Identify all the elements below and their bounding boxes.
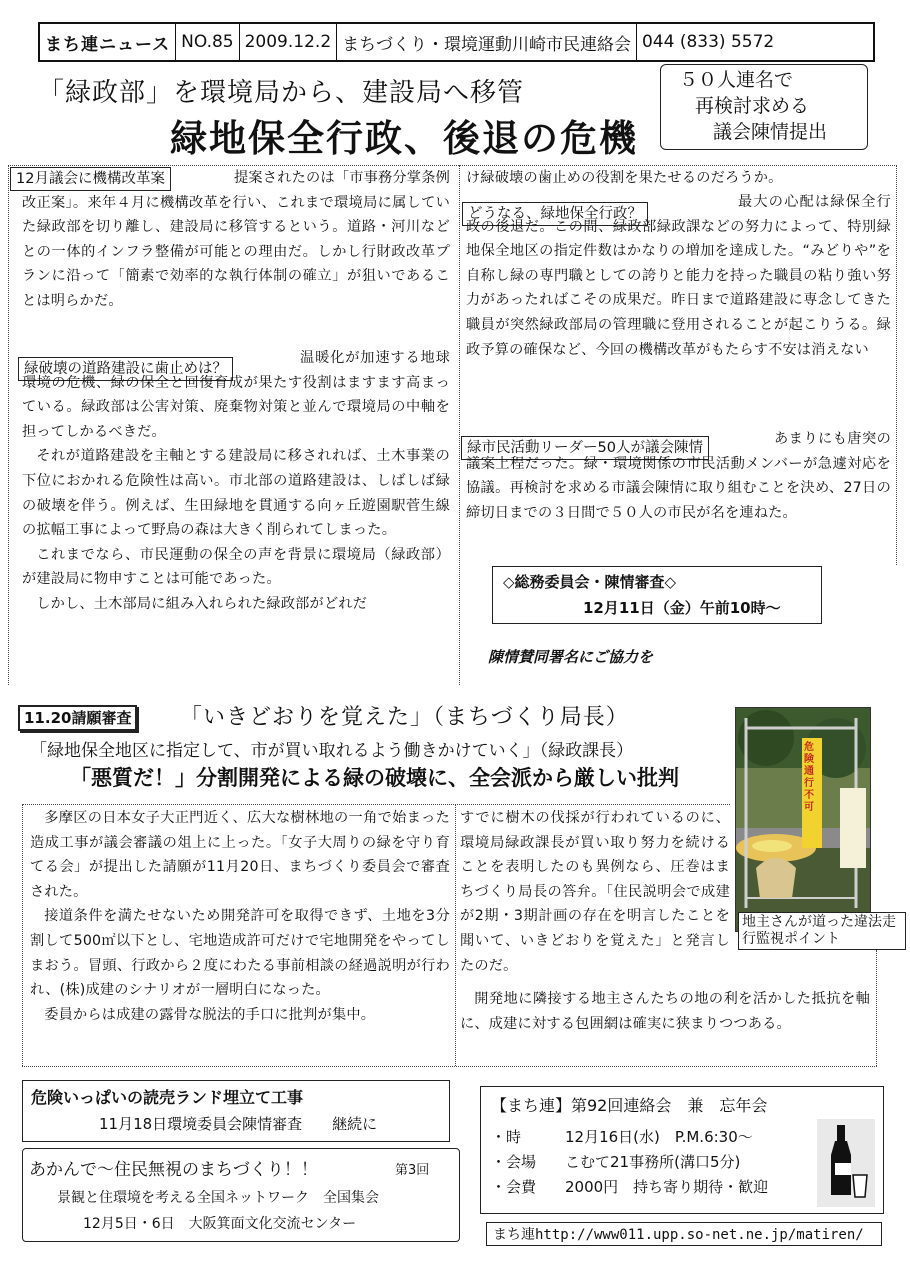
section1-left-border — [8, 165, 9, 685]
paragraph: 最大の心配は緑保全行政の後退だ。この間、緑政部緑政課などの努力によって、特別緑地保全地区の指定件数はかなりの増加を達成した。“みどりや”を自称し緑の専門職としての誇りと能力を持った職員の粘り強い努力があったればこその成果だ。昨日まで道路建設に専念してきた職員が突然緑政部局の管理職に登用されることが起こりうる。緑政予算の確保など、今回の機構改革がもたらす不安は消えない — [466, 194, 891, 358]
section2-headline: 「悪質だ！」分割開発による緑の破壊に、全会派から厳しい批判 — [70, 766, 679, 790]
meeting-row-key: ・時 — [491, 1128, 522, 1146]
callout-box — [660, 64, 868, 150]
site-photo-image — [736, 708, 870, 931]
national-meeting-line1: 景観と住環境を考える全国ネットワーク 全国集会 — [57, 1190, 379, 1206]
meeting-row-key: ・会場 — [491, 1153, 537, 1171]
meeting-row — [491, 1125, 768, 1150]
section-label-road: 緑破壊の道路建設に歯止めは？ — [18, 357, 233, 381]
website-url[interactable]: まち連http://www011.upp.so-net.ne.jp/matiren/ — [486, 1222, 882, 1246]
section1-col2-body2 — [466, 427, 891, 525]
section2-col2 — [460, 806, 730, 978]
section1-col1-top — [22, 166, 450, 314]
paragraph: け緑破壊の歯止めの役割を果たせるのだろうか。 — [466, 170, 783, 186]
yomiuri-box-body: 11月18日環境委員会陳情審査 継続に — [99, 1115, 378, 1133]
masthead — [38, 22, 875, 62]
section2-top-border — [22, 804, 730, 805]
headline-main: 緑地保全行政、後退の危機 — [170, 116, 638, 160]
meeting-row — [491, 1150, 768, 1175]
organization-name: まちづくり・環境運動川崎市民連絡会 — [337, 24, 637, 60]
section-label-leaders: 緑市民活動リーダー50人が議会陳情 — [461, 436, 709, 460]
photo-sign-text: 危険通行不可 — [804, 742, 814, 813]
section2-right-border — [876, 950, 877, 1066]
section-label-reform: 12月議会に機構改革案 — [10, 167, 171, 191]
section2-bottom-border — [22, 1066, 877, 1067]
section2-left-border — [22, 804, 23, 1066]
section1-col1-mid — [22, 346, 450, 617]
section2-column-divider — [455, 804, 456, 1066]
petition-hearing-datetime: 12月11日（金）午前10時～ — [583, 599, 781, 617]
meeting-row-value: 2000円 持ち寄り期待・歓迎 — [565, 1178, 769, 1196]
paragraph: あまりにも唐突の議案上程だった。緑・環境関係の市民活動メンバーが急遽対応を協議。再検討を求める市議会陳情に取り組むことを決め、27日の締切日までの３日間で５０人の市民が名を連ねた。 — [466, 431, 891, 521]
meeting-row-key: ・会費 — [491, 1178, 537, 1196]
headline-sub: 「緑政部」を環境局から、建設局へ移管 — [38, 78, 525, 108]
section2-tag: 11.20請願審査 — [18, 705, 137, 731]
signature-request: 陳情賛同署名にご協力を — [488, 648, 654, 666]
issue-number: NO.85 — [176, 24, 239, 60]
paragraph: 多摩区の日本女子大正門近く、広大な樹林地の一角で始まった造成工事が議会審議の俎上に上った。「女子大周りの緑を守り育てる会」が提出した請願が11月20日、まちづくり委員会で審査された。 — [30, 810, 450, 900]
phone-number: 044 (833) 5572 — [641, 32, 775, 52]
regular-meeting-title: 【まち連】第92回連絡会 兼 忘年会 — [491, 1096, 768, 1115]
callout-line: 再検討求める — [695, 95, 810, 117]
paragraph: 接道条件を満たせないため開発許可を取得できず、土地を3分割して500㎡以下とし、宅地造成許可だけで宅地開発をやってしまおう。冒頭、行政から２度にわたる事前相談の経過説明が行われ、(株)成建のシナリオが一層明白になった。 — [30, 908, 450, 999]
section1-right-border — [896, 165, 897, 565]
callout-line: ５０人連名で — [679, 69, 794, 91]
paragraph: これまでなら、市民運動の保全の声を背景に環境局（緑政部）が建設局に物申すことは可能であった。 — [22, 546, 450, 588]
paragraph: 提案されたのは「市事務分掌条例改正案」。来年４月に機構改革を行い、これまで環境局に属していた緑政部を切り離し、建設局に移管するという。道路・河川などとの一体的インフラ整備が可能との理由だ。しかし行財政改革プランに沿って「簡素で効率的な執行体制の確立」が狙いであることは明らかだ。 — [22, 170, 450, 309]
section1-column-divider — [459, 165, 460, 685]
issue-date: 2009.12.2 — [240, 24, 338, 60]
regular-meeting-details — [491, 1125, 768, 1200]
section1-col2-body — [466, 190, 891, 362]
national-meeting-title: あかんで～住民無視のまちづくり！！ — [29, 1160, 318, 1180]
section2-title: 「いきどおりを覚えた」（まちづくり局長） — [180, 705, 629, 730]
yomiuri-landfill-box — [22, 1080, 450, 1142]
paragraph: 開発地に隣接する地主さんたちの地の利を活かした抵抗を軸に、成建に対する包囲網は確実に狭まりつつある。 — [460, 991, 870, 1032]
section2-col2-continued — [460, 987, 870, 1036]
yomiuri-box-title: 危険いっぱいの読売ランド埋立て工事 — [31, 1088, 304, 1107]
meeting-row — [491, 1175, 768, 1200]
petition-hearing-title: ◇総務委員会・陳情審査◇ — [503, 573, 677, 591]
meeting-row-value: 12月16日(水) P.M.6:30～ — [565, 1128, 753, 1146]
beer-bottle-icon — [817, 1119, 875, 1207]
section2-subtitle: 「緑地保全地区に指定して、市が買い取れるよう働きかけていく」（緑政課長） — [30, 741, 634, 761]
callout-line: 議会陳情提出 — [713, 121, 828, 143]
meeting-row-value: こむて21事務所(溝口5分) — [565, 1153, 741, 1171]
national-meeting-count: 第3回 — [395, 1163, 430, 1178]
petition-hearing-box — [492, 566, 822, 624]
paragraph: 委員からは成建の露骨な脱法的手口に批判が集中。 — [44, 1006, 376, 1023]
national-meeting-box — [22, 1148, 460, 1242]
paragraph: すでに樹木の伐採が行われているのに、環境局緑政課長が買い取り努力を続けることを表明したのも異例なら、圧巻はまちづくり局長の答弁。「住民説明会で成建が2期・3期計画の存在を明言したことを聞いて、いきどおりを覚えた」と発言したのだ。 — [460, 810, 730, 974]
paragraph: 温暖化が加速する地球環境の危機、緑の保全と回復育成が果たす役割はますます高まっている。緑政部は公害対策、廃棄物対策と並んで環境局の中軸を担ってしかるべきだ。 — [22, 350, 450, 440]
site-photo — [735, 707, 871, 932]
section-label-future: どうなる、緑地保全行政？ — [462, 202, 648, 226]
national-meeting-line2: 12月5日・6日 大阪箕面文化交流センター — [83, 1216, 357, 1232]
paragraph: しかし、土木部局に組み入れられた緑政部がどれだ — [36, 595, 368, 612]
section2-col1 — [30, 806, 450, 1027]
newsletter-name: まち連ニュース — [40, 24, 176, 60]
paragraph: それが道路建設を主軸とする建設局に移されれば、土木事業の下位におかれる危険性は高い。市北部の道路建設は、しばしば緑の破壊を伴う。例えば、生田緑地を貫通する向ヶ丘遊園駅菅生線の拡幅工事によって野鳥の森は大きく削られてしまった。 — [22, 448, 450, 539]
section1-col2-top — [466, 166, 891, 191]
regular-meeting-box — [480, 1086, 884, 1214]
photo-caption: 地主さんが道った違法走行監視ポイント — [738, 912, 906, 950]
